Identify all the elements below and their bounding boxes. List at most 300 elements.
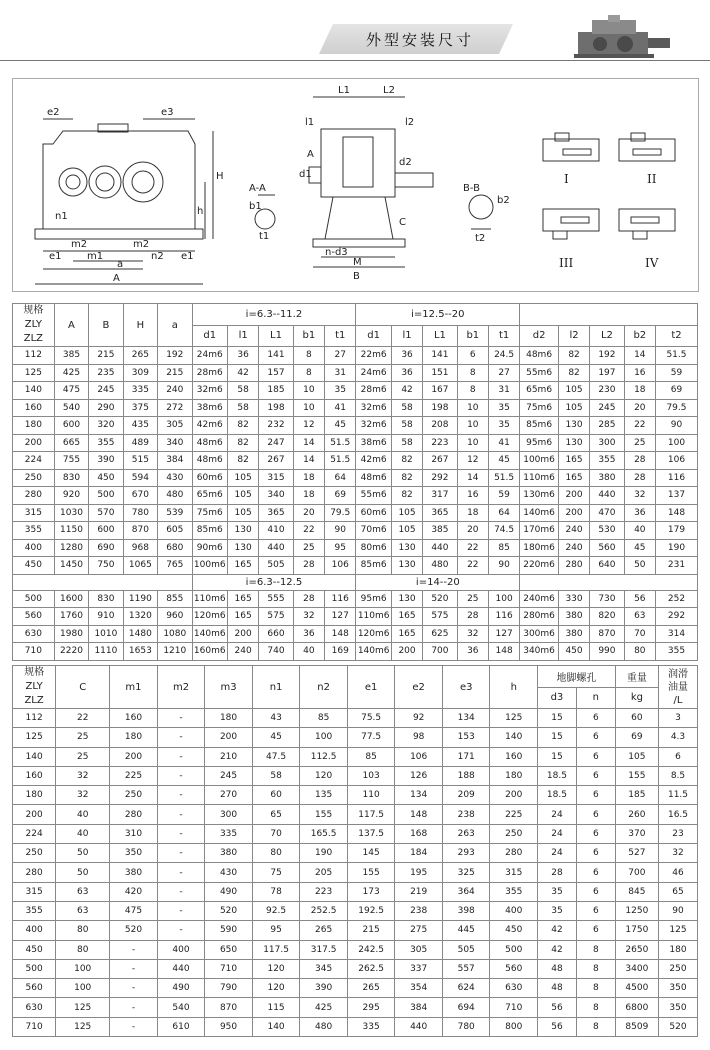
table-cell: 25 [56,728,110,747]
table-cell: 1010 [89,625,123,643]
table-cell: 219 [395,882,443,901]
table-cell: 188 [442,766,490,785]
table-cell: 280 [110,805,158,824]
label-A-side: A [307,149,314,160]
table-cell: 125 [56,998,110,1017]
table-cell: - [110,1017,158,1036]
table-cell: 6 [576,766,615,785]
table-cell: 22 [457,557,488,575]
table-cell: 100 [56,959,110,978]
table-cell: 380 [110,863,158,882]
table-cell: 58 [391,399,422,417]
table-cell: 560 [490,959,538,978]
table-row [13,959,698,978]
table-cell: 45 [252,728,300,747]
table-cell: 385 [423,522,457,540]
table-cell: 1450 [54,557,88,575]
label-L2: L2 [383,85,395,96]
spec-cell: 140 [13,382,55,400]
table-cell: 60 [615,709,658,728]
table-cell: 364 [442,882,490,901]
table-cell: 24.5 [488,347,519,365]
table-cell: - [157,728,205,747]
label-m2-right: m2 [133,239,150,250]
table-cell: 267 [423,452,457,470]
table-cell: 240 [558,522,589,540]
table2-body [13,709,698,1037]
table-cell: 265 [300,921,348,940]
table-cell: 74.5 [488,522,519,540]
table-cell: 375 [123,399,157,417]
table-cell: 240m6 [520,590,559,608]
table-cell: 310 [110,824,158,843]
dimension-table-1 [12,303,698,661]
table-cell: 100 [488,590,519,608]
table-cell: 314 [655,625,697,643]
table-cell: 539 [158,504,192,522]
table-cell: 192 [590,347,624,365]
table-cell: 8 [576,1017,615,1036]
table-cell: 355 [89,434,123,452]
table-cell: 490 [157,979,205,998]
table-cell: 42m6 [356,452,391,470]
table-cell: 48 [538,979,577,998]
table-cell: 8 [457,382,488,400]
table-cell: 16 [624,364,655,382]
table-cell: 710 [205,959,253,978]
table-cell: 100 [56,979,110,998]
spec-cell: 112 [13,709,56,728]
table-cell: 126 [395,766,443,785]
table-cell: 105 [391,504,422,522]
col-n-header: n [576,687,615,709]
table-row [13,882,698,901]
table-cell: 117.5 [347,805,395,824]
table-cell: 252.5 [300,901,348,920]
table-cell: 58 [252,766,300,785]
table-cell: 42 [538,921,577,940]
table-cell: 670 [123,487,157,505]
table-cell: 28m6 [192,364,227,382]
table-row [13,382,698,400]
table-cell: 280 [558,557,589,575]
table-cell: 4500 [615,979,658,998]
table-cell: 262.5 [347,959,395,978]
table-cell: 36 [293,625,324,643]
table-cell: 475 [110,901,158,920]
table-cell: 365 [259,504,293,522]
table-cell: 10 [457,417,488,435]
table-cell: 151 [423,364,457,382]
table-row [13,728,698,747]
table-cell: 32m6 [356,399,391,417]
table-cell: 82 [227,417,258,435]
table-cell: 127 [488,625,519,643]
label-M: M [353,257,362,268]
table-cell: - [157,766,205,785]
subheader-cell: t1 [488,325,519,347]
table-cell: 355 [490,882,538,901]
table-cell: 22m6 [356,347,391,365]
table-cell: 755 [54,452,88,470]
table-cell: 92 [395,709,443,728]
table-cell: 47.5 [252,747,300,766]
table2-header-row [13,666,698,688]
spec-header-2: 规格 ZLY ZLZ [13,666,56,709]
table-cell: 240 [227,643,258,661]
table-cell: 35 [488,417,519,435]
table-cell: 292 [655,608,697,626]
table-row [13,625,698,643]
weight-unit: kg [615,687,658,709]
table-cell: 42 [391,382,422,400]
label-l2: l2 [405,117,415,128]
table-cell: - [157,805,205,824]
table-cell: 32m6 [356,417,391,435]
header-rule [0,60,710,61]
table-cell: 48m6 [192,434,227,452]
table-cell: 18 [624,382,655,400]
table-cell: 148 [488,643,519,661]
table-cell: 845 [615,882,658,901]
table-cell: 130 [391,590,422,608]
table-cell: 171 [442,747,490,766]
table-cell: 28 [293,557,324,575]
table-row [13,522,698,540]
table-cell: 830 [89,590,123,608]
table-cell: 420 [110,882,158,901]
table-cell: 80m6 [356,539,391,557]
table-cell: 28 [624,452,655,470]
table-cell: 167 [423,382,457,400]
table-cell: 660 [259,625,293,643]
table-cell: 12 [457,452,488,470]
subheader-cell: L1 [259,325,293,347]
table-cell: 252 [655,590,697,608]
table-cell: 32 [293,608,324,626]
table-cell: 263 [442,824,490,843]
table-cell: 22 [624,417,655,435]
lube-header [658,666,697,709]
table-row [13,434,698,452]
table-cell: 127 [325,608,356,626]
table-cell: 470 [590,504,624,522]
col-C-header: C [56,666,110,709]
table-cell: 117.5 [252,940,300,959]
table-cell: 475 [54,382,88,400]
table-cell: 100m6 [192,557,227,575]
table1-header-row [13,304,698,326]
table-cell: 208 [423,417,457,435]
table-cell: 220m6 [520,557,559,575]
table-cell: 82 [391,469,422,487]
table-cell: 130 [227,522,258,540]
table-cell: 80 [252,844,300,863]
table-cell: 625 [423,625,457,643]
table-cell: 165 [227,608,258,626]
table-cell: 665 [54,434,88,452]
table-cell: 272 [158,399,192,417]
table-cell: 870 [205,998,253,1017]
table-cell: 370 [615,824,658,843]
table-cell: 250 [658,959,697,978]
table-cell: 134 [442,709,490,728]
table-cell: 694 [442,998,490,1017]
table-cell: 231 [655,557,697,575]
table-cell: 238 [442,805,490,824]
table-cell: 1750 [615,921,658,940]
table-cell: 440 [259,539,293,557]
table-cell: 48m6 [356,469,391,487]
table-cell: 35 [488,399,519,417]
table-cell: 105 [227,504,258,522]
table-cell: 232 [259,417,293,435]
table-cell: 1980 [54,625,88,643]
assembly-label-2: II [647,172,657,186]
table-cell: 75m6 [520,399,559,417]
table-cell: 58 [227,399,258,417]
spec-cell: 630 [13,625,55,643]
table-cell: 110 [347,786,395,805]
table-cell: 155 [300,805,348,824]
table-row [13,399,698,417]
subheader-cell: d1 [356,325,391,347]
table-cell: 500 [490,940,538,959]
table-cell: 82 [391,487,422,505]
table-row [13,921,698,940]
table-cell: 15 [538,709,577,728]
table-cell: 800 [490,1017,538,1036]
table-cell: 43 [252,709,300,728]
table-row [13,452,698,470]
table-cell: 75m6 [192,504,227,522]
table-cell: 6 [576,844,615,863]
table-cell: 95m6 [520,434,559,452]
table-cell: 320 [89,417,123,435]
section-bb-label: B-B [463,183,480,194]
table-cell: 24m6 [356,364,391,382]
table-cell: 6 [576,786,615,805]
table-cell: 1320 [123,608,157,626]
table-cell: 79.5 [325,504,356,522]
table-cell: 79.5 [655,399,697,417]
table-cell: 540 [54,399,88,417]
table-cell: 25 [56,747,110,766]
table-cell: 45 [325,417,356,435]
table-cell: 575 [259,608,293,626]
table-cell: 390 [300,979,348,998]
table-cell: 285 [590,417,624,435]
label-n-d3: n-d3 [325,247,348,258]
table-cell: 10 [457,399,488,417]
table-cell: 920 [54,487,88,505]
table-cell: 41 [325,399,356,417]
table-cell: - [157,882,205,901]
col-m3-header: m3 [205,666,253,709]
table-cell: 45 [488,452,519,470]
table-cell: 165 [558,452,589,470]
lube-unit: /L [673,694,683,706]
table-row [13,805,698,824]
spec-header: 规格 ZLY ZLZ [13,304,55,347]
table-cell: 140m6 [356,643,391,661]
table-cell: 489 [123,434,157,452]
table-cell: 180 [110,728,158,747]
table-cell: 14 [457,469,488,487]
table-cell: 384 [395,998,443,1017]
table-cell: 8509 [615,1017,658,1036]
table-cell: - [157,863,205,882]
table-cell: 225 [110,766,158,785]
table-cell: 36 [391,364,422,382]
table-cell: 40 [56,805,110,824]
table-cell: 120 [300,766,348,785]
table-cell: 153 [442,728,490,747]
table-cell: 173 [347,882,395,901]
table-cell: 65m6 [192,487,227,505]
table-cell: 385 [54,347,88,365]
table-cell: 184 [395,844,443,863]
table-cell: 28m6 [356,382,391,400]
table-cell: - [157,844,205,863]
table-cell: 28 [293,590,324,608]
table-row [13,417,698,435]
table-cell: 480 [423,557,457,575]
table-cell: 330 [558,590,589,608]
table-cell: 115 [252,998,300,1017]
assembly-label-3: III [559,256,574,270]
table-cell: 340 [259,487,293,505]
table-cell: 130 [391,539,422,557]
table-cell: 354 [395,979,443,998]
label-d1: d1 [299,169,312,180]
table-cell: 20 [457,522,488,540]
table-cell: 870 [590,625,624,643]
table-cell: 148 [655,504,697,522]
label-B: B [353,271,360,282]
subheader-cell: t1 [325,325,356,347]
table-row [13,590,698,608]
table-cell: 82 [391,452,422,470]
ratio-group-c: i=6.3--12.5 [192,574,356,590]
table-cell: 425 [300,998,348,1017]
table-cell: 95 [252,921,300,940]
table-cell: 223 [300,882,348,901]
table-cell: 120 [252,979,300,998]
table-cell: 169 [325,643,356,661]
table-cell: 450 [558,643,589,661]
table-cell: 103 [347,766,395,785]
table-cell: 95 [325,539,356,557]
table-cell: 140m6 [192,625,227,643]
table-cell: 292 [423,469,457,487]
table-cell: 180m6 [520,539,559,557]
table-cell: - [157,921,205,940]
table-cell: 185 [259,382,293,400]
subheader-cell: b2 [624,325,655,347]
table-cell: 105 [227,487,258,505]
table-cell: 185 [615,786,658,805]
table-cell: 36 [624,504,655,522]
spec-cell: 250 [13,844,56,863]
table-cell: - [110,979,158,998]
table-cell: 270 [205,786,253,805]
table-cell: 51.5 [325,434,356,452]
table-cell: 215 [158,364,192,382]
table-row [13,766,698,785]
spec-cell: 400 [13,539,55,557]
table-row [13,643,698,661]
table-cell: 28 [457,608,488,626]
table-cell: 85 [488,539,519,557]
section-aa-label: A-A [249,183,266,194]
table-cell: 230 [590,382,624,400]
col-m1-header: m1 [110,666,158,709]
table-cell: 315 [490,863,538,882]
table-cell: 315 [259,469,293,487]
table-cell: 80 [56,921,110,940]
table-cell: 238 [395,901,443,920]
table-cell: 250 [110,786,158,805]
table-cell: 430 [205,863,253,882]
table-cell: 165 [391,608,422,626]
table-cell: 200 [391,643,422,661]
table-cell: 445 [442,921,490,940]
table-cell: 680 [158,539,192,557]
table-cell: 90 [655,417,697,435]
table-cell: 137.5 [347,824,395,843]
table-cell: 398 [442,901,490,920]
table-cell: 300 [205,805,253,824]
table-cell: 18.5 [538,766,577,785]
table-cell: 6 [576,863,615,882]
table-cell: 317 [423,487,457,505]
table-cell: 198 [259,399,293,417]
table-cell: 56 [624,590,655,608]
table-cell: 570 [89,504,123,522]
label-l1: l1 [305,117,315,128]
table-cell: 130 [558,417,589,435]
table-cell: 1250 [615,901,658,920]
table-row [13,539,698,557]
col-h-header: h [490,666,538,709]
table-cell: 8 [576,998,615,1017]
table-cell: 710 [490,998,538,1017]
table-cell: 190 [300,844,348,863]
table-cell: - [157,709,205,728]
table-cell: 90 [325,522,356,540]
table-row [13,979,698,998]
table-cell: 247 [259,434,293,452]
table-cell: 55m6 [356,487,391,505]
table-cell: 15 [538,728,577,747]
table-cell: 22 [56,709,110,728]
table-cell: 35 [538,901,577,920]
table-cell: 58 [227,382,258,400]
table-row [13,469,698,487]
table-cell: 170m6 [520,522,559,540]
table-cell: 20 [624,399,655,417]
table-cell: 137 [655,487,697,505]
table-cell: 11.5 [658,786,697,805]
table-cell: 235 [89,364,123,382]
table-cell: 69 [325,487,356,505]
subheader-cell: d1 [192,325,227,347]
table-cell: 225 [490,805,538,824]
table-cell: 1600 [54,590,88,608]
col-e3-header: e3 [442,666,490,709]
table-cell: 350 [110,844,158,863]
